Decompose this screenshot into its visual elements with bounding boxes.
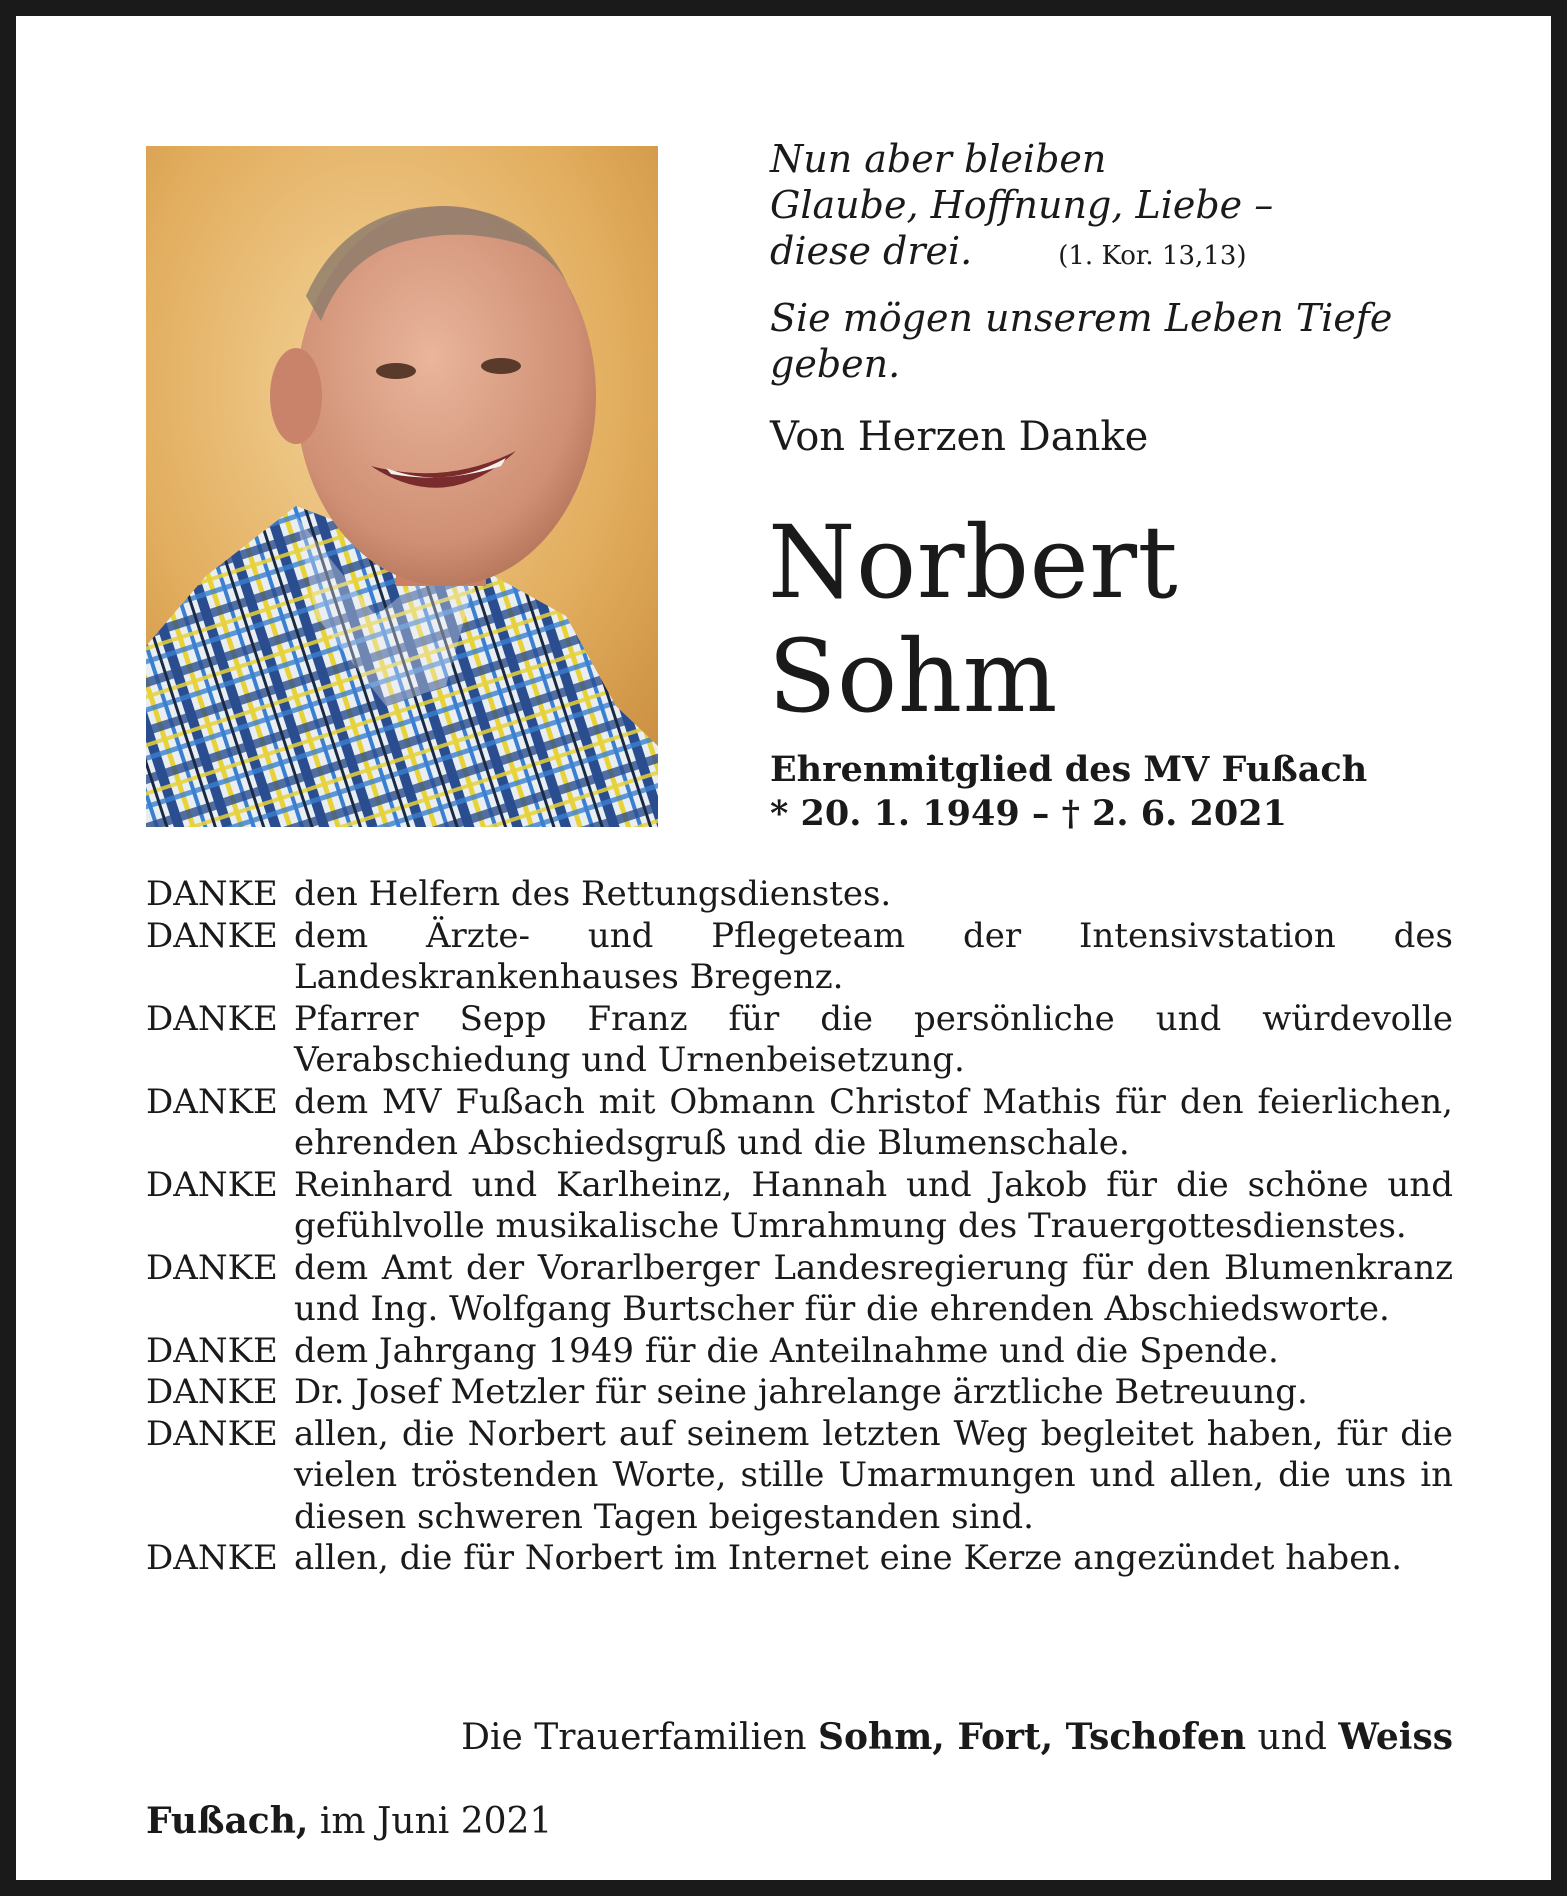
families-last: Weiss <box>1338 1716 1453 1758</box>
deceased-name <box>768 506 1178 734</box>
thanks-text: allen, die für Norbert im Internet eine Kerze angezündet haben. <box>294 1538 1403 1578</box>
thanks-text: dem Ärzte- und Pflegeteam der Intensivstation des Landeskrankenhauses Bregenz. <box>294 915 1453 997</box>
last-name: Sohm <box>768 618 1058 735</box>
portrait-photo <box>146 146 658 827</box>
place-date <box>146 1798 552 1845</box>
thanks-item <box>146 1538 1453 1580</box>
quote-line-3-text: diese drei. <box>770 229 973 273</box>
families-names: Sohm, Fort, Tschofen <box>818 1716 1247 1758</box>
notice-date: im Juni 2021 <box>319 1801 553 1842</box>
families-joiner: und <box>1257 1717 1327 1758</box>
thanks-keyword: DANKE <box>146 1164 278 1205</box>
thanks-item <box>146 1372 1453 1414</box>
thanks-text: dem Jahrgang 1949 für die Anteilnahme und die Spende. <box>294 1330 1279 1371</box>
quote-reference: (1. Kor. 13,13) <box>1058 241 1247 271</box>
thanks-item <box>146 916 1453 999</box>
thanks-keyword: DANKE <box>146 915 278 956</box>
thanks-item <box>146 1331 1453 1373</box>
thanks-text: Dr. Josef Metzler für seine jahrelange ärztliche Betreuung. <box>294 1372 1308 1412</box>
thanks-item <box>146 999 1453 1082</box>
thanks-keyword: DANKE <box>146 1372 278 1412</box>
portrait-image <box>146 146 658 827</box>
thanks-item <box>146 1165 1453 1248</box>
quote-line-3 <box>770 228 1470 279</box>
thanks-item <box>146 1248 1453 1331</box>
place-name: Fußach, <box>146 1800 309 1842</box>
thanks-keyword: DANKE <box>146 1413 278 1454</box>
thanks-keyword: DANKE <box>146 1538 278 1578</box>
quote-closing: Sie mögen unserem Leben Tiefe geben. <box>770 296 1393 386</box>
thanks-text: Reinhard und Karlheinz, Hannah und Jakob für die schöne und gefühlvolle musikalische Umrahmung des Trauergottesdienstes. <box>294 1164 1453 1246</box>
thanks-text: den Helfern des Rettungsdienstes. <box>294 874 892 914</box>
quote-line-2: Glaube, Hoffnung, Liebe – <box>770 183 1274 227</box>
thanks-item <box>146 874 1453 916</box>
thanks-keyword: DANKE <box>146 874 278 914</box>
thanks-item <box>146 1414 1453 1539</box>
thanks-item <box>146 1082 1453 1165</box>
thanks-text: dem Amt der Vorarlberger Landesregierung für den Blumenkranz und Ing. Wolfgang Burtscher für die ehrenden Abschiedsworte. <box>294 1247 1453 1329</box>
thanks-list <box>146 874 1453 1580</box>
thanks-keyword: DANKE <box>146 998 278 1039</box>
thanks-keyword: DANKE <box>146 1081 278 1122</box>
deceased-info <box>770 748 1367 836</box>
thanks-text: dem MV Fußach mit Obmann Christof Mathis für den feierlichen, ehrenden Abschiedsgruß und die Blumenschale. <box>294 1081 1453 1163</box>
first-name: Norbert <box>768 504 1179 621</box>
mourning-families <box>146 1714 1453 1761</box>
thanks-text: Pfarrer Sepp Franz für die persönliche und würdevolle Verabschiedung und Urnenbeisetzung. <box>294 998 1453 1080</box>
honorary-title: Ehrenmitglied des MV Fußach <box>770 749 1368 790</box>
life-dates: * 20. 1. 1949 – † 2. 6. 2021 <box>770 793 1287 834</box>
families-prefix: Die Trauerfamilien <box>461 1717 807 1758</box>
thanks-keyword: DANKE <box>146 1247 278 1288</box>
thanks-text: allen, die Norbert auf seinem letzten Weg begleitet haben, für die vielen tröstenden Worte, stille Umarmungen und allen, die uns in diesen schweren Tagen beigestanden sind. <box>294 1413 1453 1537</box>
quote-line-1: Nun aber bleiben <box>770 137 1107 181</box>
heading-thanks: Von Herzen Danke <box>770 414 1149 460</box>
bible-quote <box>770 136 1470 387</box>
thanks-keyword: DANKE <box>146 1330 278 1371</box>
